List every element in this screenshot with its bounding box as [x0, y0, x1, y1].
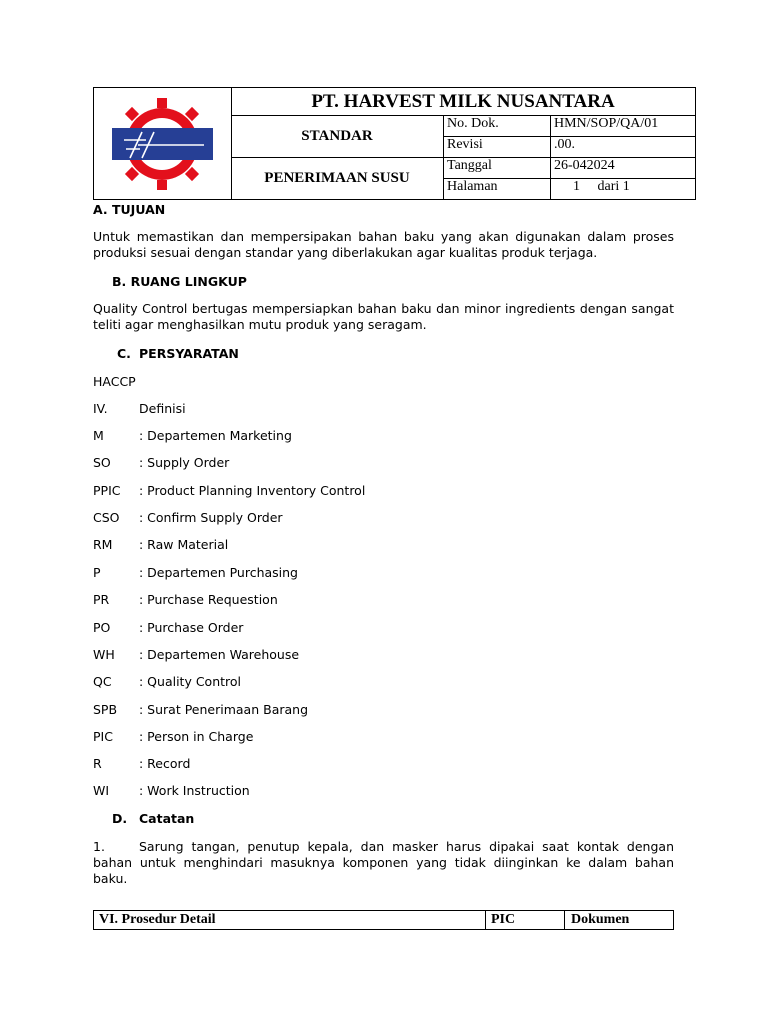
- definition-abbr: SO: [93, 455, 111, 470]
- definition-desc: : Departemen Marketing: [139, 428, 292, 443]
- meta-value: 1 dari 1: [573, 179, 630, 194]
- procedure-table-header: [93, 910, 674, 930]
- meta-row-halaman: [443, 178, 695, 199]
- meta-value: .00.: [554, 137, 575, 152]
- standar-label: STANDAR: [231, 115, 444, 158]
- definition-abbr: PO: [93, 620, 111, 635]
- definition-abbr: RM: [93, 537, 113, 552]
- definition-abbr: PPIC: [93, 483, 121, 498]
- meta-row-nodok: [443, 115, 695, 137]
- haccp-label: HACCP: [93, 374, 136, 389]
- definition-abbr: QC: [93, 674, 112, 689]
- dokumen-column-header: Dokumen: [571, 912, 630, 927]
- section-b-text: Quality Control bertugas mempersiapkan bahan baku dan minor ingredients dengan sangat teliti agar menghasilkan mutu produk yang seragam.: [93, 301, 674, 332]
- meta-key: Revisi: [447, 137, 483, 152]
- definition-abbr: WI: [93, 783, 110, 798]
- definition-abbr: WH: [93, 647, 115, 662]
- definition-desc: : Supply Order: [139, 455, 230, 470]
- note-number: 1.: [93, 839, 105, 854]
- definition-abbr: SPB: [93, 702, 118, 717]
- meta-row-tanggal: [443, 157, 695, 179]
- definition-desc: : Departemen Purchasing: [139, 565, 298, 580]
- definition-abbr: M: [93, 428, 104, 443]
- meta-key: Tanggal: [447, 158, 492, 173]
- meta-row-revisi: [443, 136, 695, 158]
- definition-desc: : Quality Control: [139, 674, 242, 689]
- definition-desc: : Confirm Supply Order: [139, 510, 283, 525]
- definition-abbr: R: [93, 756, 102, 771]
- definition-desc: : Record: [139, 756, 191, 771]
- section-d-title: Catatan: [139, 811, 195, 826]
- definition-abbr: PR: [93, 592, 110, 607]
- company-title: PT. HARVEST MILK NUSANTARA: [231, 88, 695, 116]
- definition-desc: : Raw Material: [139, 537, 229, 552]
- definition-desc: : Surat Penerimaan Barang: [139, 702, 309, 717]
- penerimaan-label: PENERIMAAN SUSU: [231, 158, 444, 199]
- section-iv-title: Definisi: [139, 401, 186, 416]
- document-meta: [443, 115, 695, 199]
- meta-value: HMN/SOP/QA/01: [554, 116, 659, 131]
- section-a-title: A. TUJUAN: [93, 202, 166, 217]
- definition-desc: : Product Planning Inventory Control: [139, 483, 366, 498]
- definition-desc: : Purchase Requestion: [139, 592, 278, 607]
- meta-value: 26-042024: [554, 158, 615, 173]
- section-a-text: Untuk memastikan dan mempersipakan bahan baku yang akan digunakan dalam proses produksi sesuai dengan standar yang diberlakukan agar kualitas produk terjaga.: [93, 229, 674, 260]
- gear-logo-icon: [94, 88, 231, 199]
- procedure-column-header: VI. Prosedur Detail: [99, 912, 216, 927]
- section-d-number: D.: [112, 811, 128, 826]
- definition-desc: : Person in Charge: [139, 729, 254, 744]
- note-text: Sarung tangan, penutup kepala, dan masker harus dipakai saat kontak dengan bahan untuk menghindari masuknya komponen yang tidak diinginkan ke dalam bahan baku.: [93, 839, 674, 886]
- section-b-title: B. RUANG LINGKUP: [112, 274, 247, 289]
- section-iv-number: IV.: [93, 401, 108, 416]
- pic-column-header: PIC: [491, 912, 516, 927]
- section-c-title: PERSYARATAN: [139, 346, 239, 361]
- definition-desc: : Work Instruction: [139, 783, 250, 798]
- definition-desc: : Purchase Order: [139, 620, 244, 635]
- document-header-table: [93, 87, 696, 200]
- definition-abbr: P: [93, 565, 101, 580]
- meta-key: No. Dok.: [447, 116, 499, 131]
- definition-abbr: PIC: [93, 729, 113, 744]
- section-c-number: C.: [117, 346, 131, 361]
- definition-abbr: CSO: [93, 510, 120, 525]
- definition-desc: : Departemen Warehouse: [139, 647, 300, 662]
- meta-key: Halaman: [447, 179, 498, 194]
- logo-cell: [94, 88, 232, 199]
